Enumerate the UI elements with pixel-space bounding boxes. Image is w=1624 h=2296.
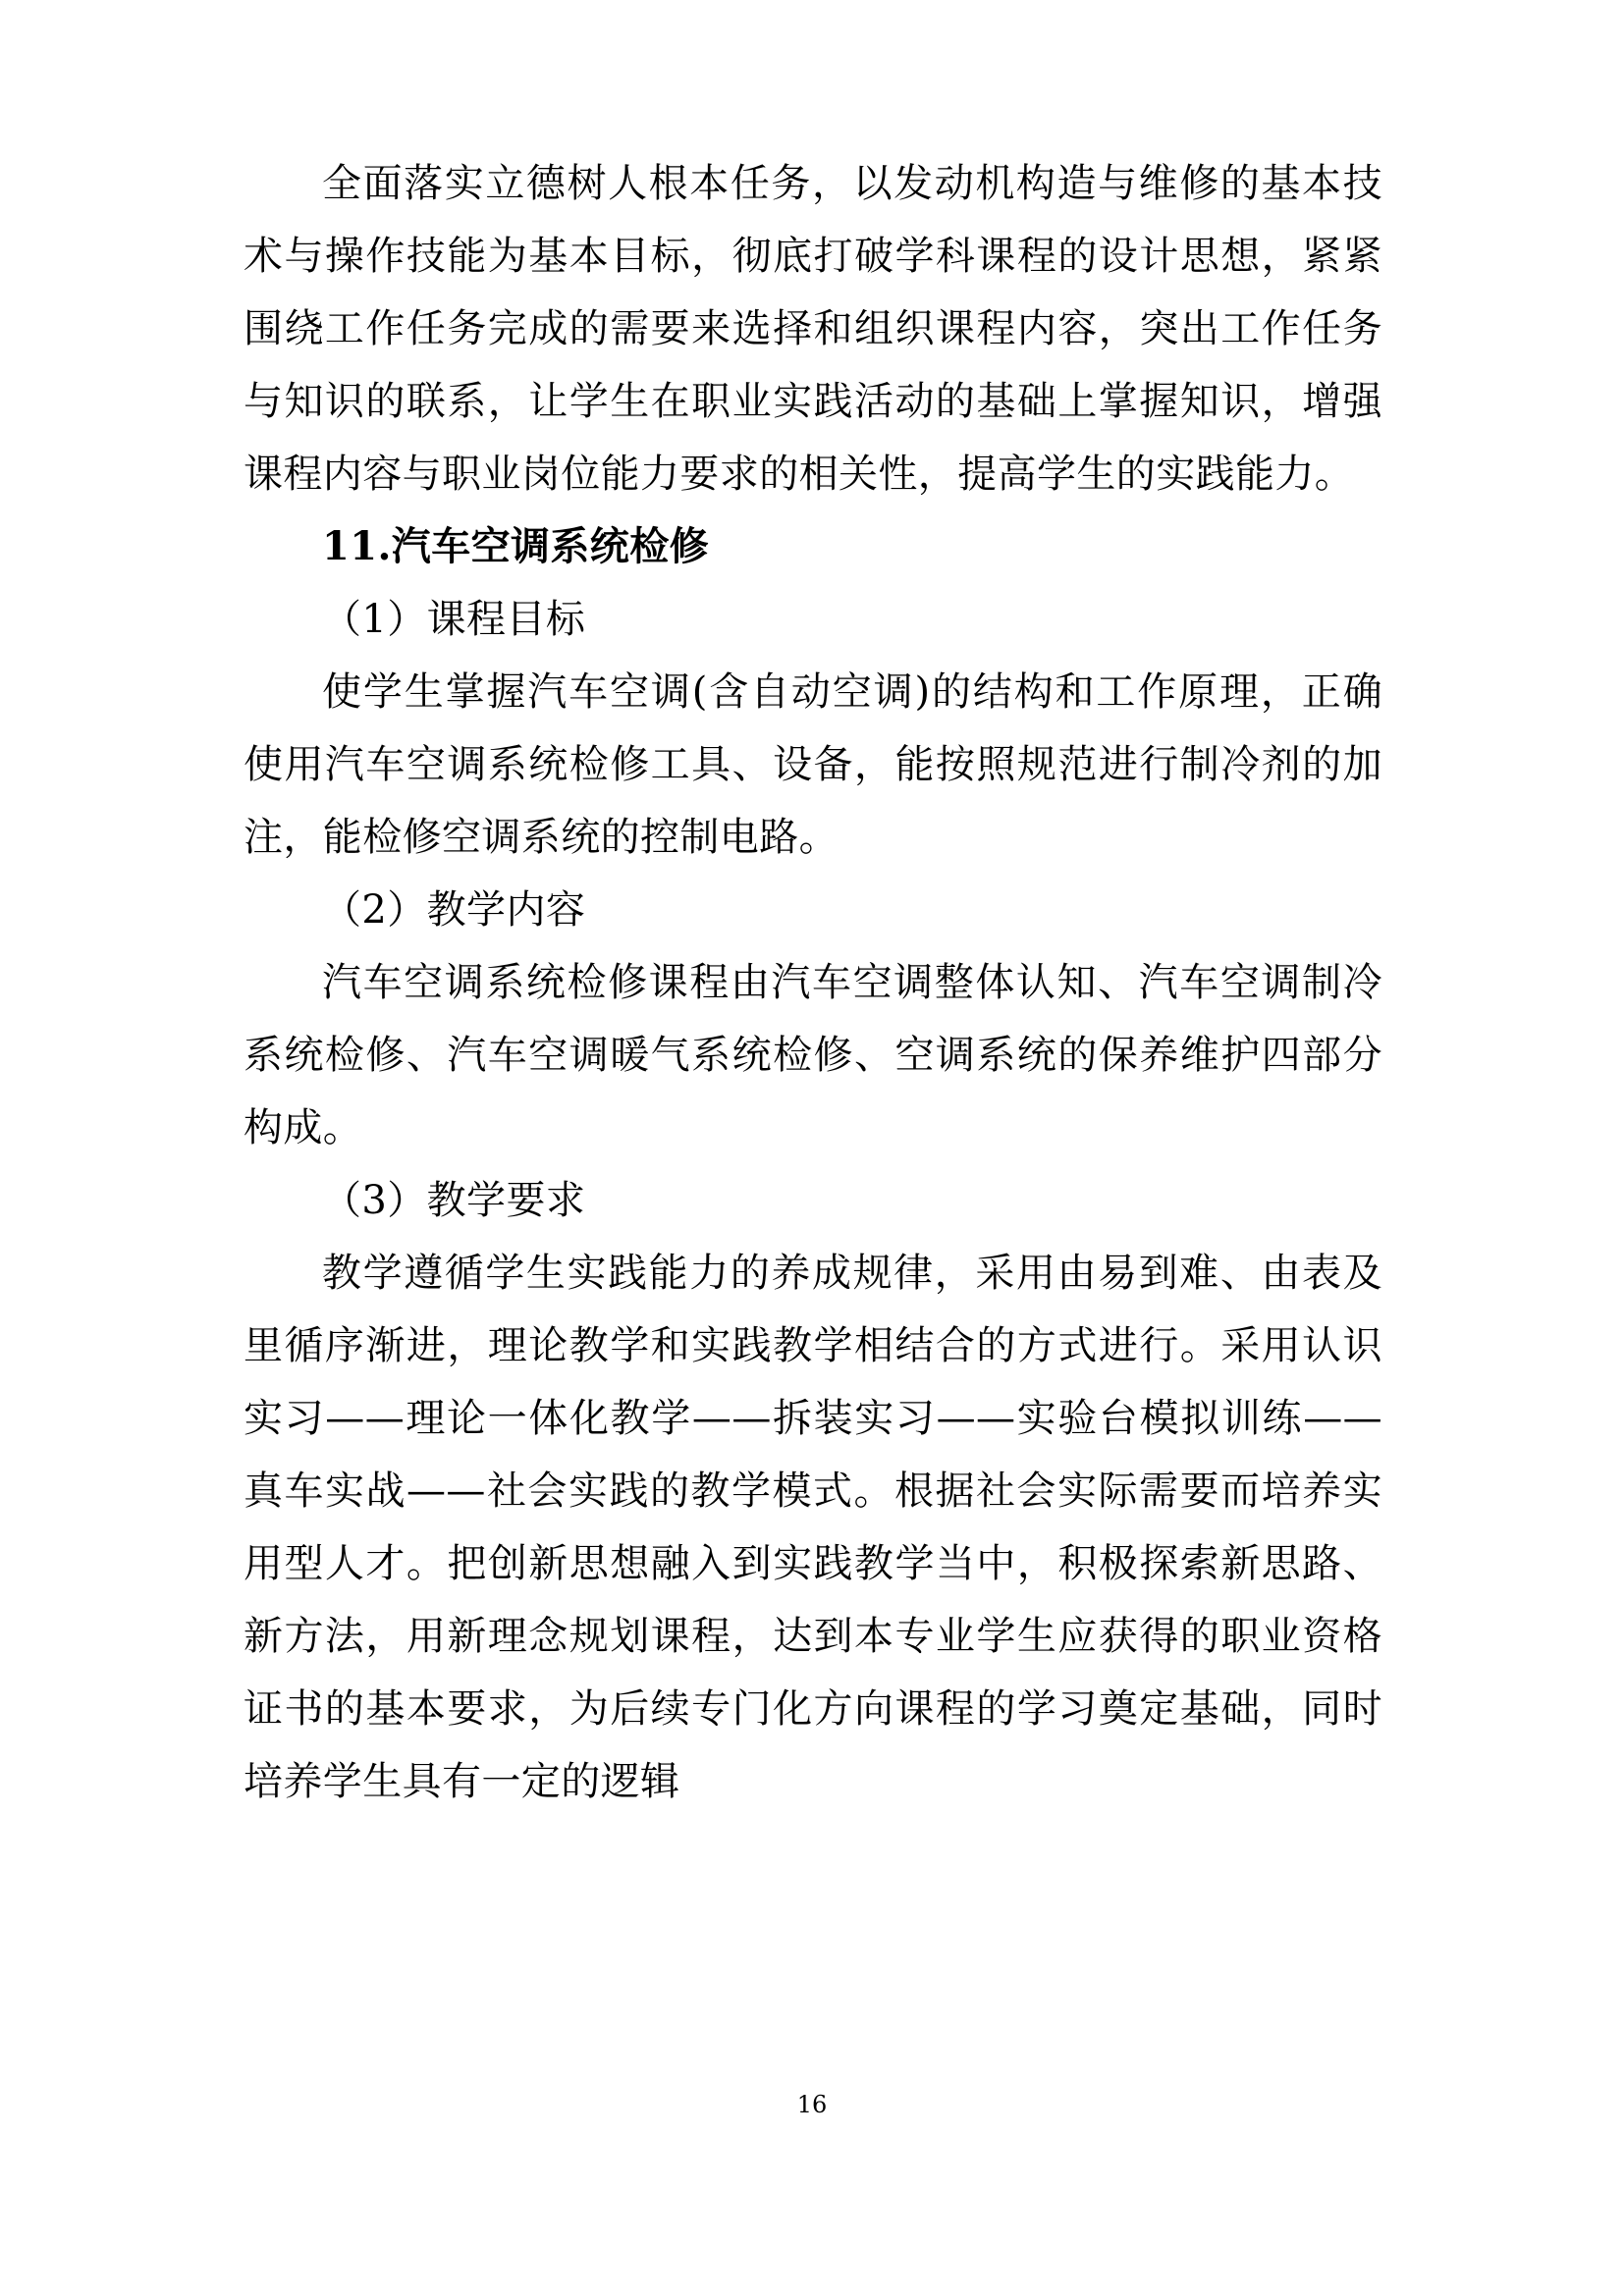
paragraph-course-objectives: 使学生掌握汽车空调(含自动空调)的结构和工作原理，正确使用汽车空调系统检修工具、设备，能按照规范进行制冷剂的加注，能检修空调系统的控制电路。: [244, 669, 1382, 860]
heading-11-air-conditioning: 11.汽车空调系统检修: [322, 523, 709, 569]
paragraph-teaching-content: 汽车空调系统检修课程由汽车空调整体认知、汽车空调制冷系统检修、汽车空调暖气系统检修、空调系统的保养维护四部分构成。: [244, 960, 1382, 1150]
paragraph-implementation-task: 全面落实立德树人根本任务，以发动机构造与维修的基本技术与操作技能为基本目标，彻底打破学科课程的设计思想，紧紧围绕工作任务完成的需要来选择和组织课程内容，突出工作任务与知识的联系，让学生在职业实践活动的基础上掌握知识，增强课程内容与职业岗位能力要求的相关性，提高学生的实践能力。: [244, 161, 1382, 497]
subheading-teaching-content: （2）教学内容: [322, 887, 586, 933]
page-number: 16: [796, 2091, 828, 2118]
paragraph-teaching-requirements: 教学遵循学生实践能力的养成规律，采用由易到难、由表及里循序渐进，理论教学和实践教学相结合的方式进行。采用认识实习——理论一体化教学——拆装实习——实验台模拟训练——真车实战——社会实践的教学模式。根据社会实际需要而培养实用型人才。把创新思想融入到实践教学当中，积极探索新思路、新方法，用新理念规划课程，达到本专业学生应获得的职业资格证书的基本要求，为后续专门化方向课程的学习奠定基础，同时培养学生具有一定的逻辑: [244, 1251, 1382, 1804]
document-body: [244, 147, 1382, 1818]
subheading-teaching-requirements: （3）教学要求: [322, 1178, 586, 1223]
subheading-course-objectives: （1）课程目标: [322, 597, 586, 642]
